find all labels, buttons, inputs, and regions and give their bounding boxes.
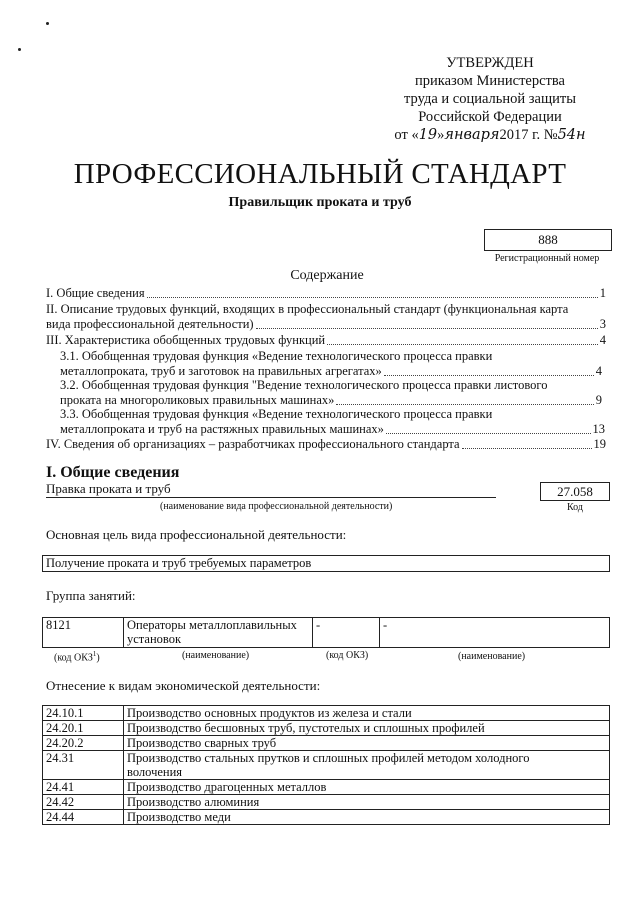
section-heading: I. Общие сведения xyxy=(46,464,180,481)
activity-underline xyxy=(46,497,496,498)
toc-entry-text: металлопроката и труб на растяжных правильных машинах» xyxy=(60,422,384,436)
date-month-handwritten: января xyxy=(444,127,500,143)
date-year: 2017 г. № xyxy=(499,127,558,143)
goal-label: Основная цель вида профессиональной деятельности: xyxy=(46,527,347,542)
okved-name: Производство сварных труб xyxy=(124,736,610,751)
okz-code-cell: - xyxy=(313,618,380,648)
toc-entry-page: 19 xyxy=(593,437,606,451)
table-row xyxy=(43,795,610,810)
toc-entry-text: металлопроката, труб и заготовок на правильных агрегатах» xyxy=(60,364,382,378)
registration-number-label: Регистрационный номер xyxy=(494,253,600,264)
activity-code-caption: Код xyxy=(567,502,583,513)
group-label: Группа занятий: xyxy=(46,588,136,603)
goal-table xyxy=(42,555,610,572)
toc-entry-text-line1: II. Описание трудовых функций, входящих в профессиональный стандарт (функциональная карта xyxy=(46,302,569,316)
scan-speck xyxy=(46,22,49,25)
approval-line: приказом Министерства xyxy=(415,73,565,89)
okved-code: 24.41 xyxy=(43,780,124,795)
toc-entry[interactable] xyxy=(46,317,606,332)
toc-leader xyxy=(386,432,591,434)
approval-line: Российской Федерации xyxy=(418,109,562,125)
activity-caption: (наименование вида профессиональной деятельности) xyxy=(160,501,393,512)
table-row xyxy=(43,736,610,751)
toc-entry[interactable] xyxy=(46,437,606,452)
footnote-mark[interactable]: 1 xyxy=(92,650,97,658)
document-title: ПРОФЕССИОНАЛЬНЫЙ СТАНДАРТ xyxy=(73,158,567,190)
okved-code: 24.20.1 xyxy=(43,721,124,736)
toc-entry[interactable] xyxy=(46,286,606,301)
toc-entry-page: 1 xyxy=(599,286,606,300)
toc-entry-text-line1: 3.1. Обобщенная трудовая функция «Ведение технологического процесса правки xyxy=(60,349,493,363)
okz-name-cell: - xyxy=(380,618,610,648)
okved-name: Производство драгоценных металлов xyxy=(124,780,610,795)
toc-entry-text: III. Характеристика обобщенных трудовых функций xyxy=(46,333,326,347)
okz-caption-close: ) xyxy=(96,652,100,664)
okved-code: 24.42 xyxy=(43,795,124,810)
okz-name-caption: (наименование) xyxy=(458,651,526,662)
date-prefix: от « xyxy=(394,127,419,143)
document-subtitle: Правильщик проката и труб xyxy=(228,195,412,210)
okz-code-cell: 8121 xyxy=(43,618,124,648)
okved-table xyxy=(42,705,610,825)
toc-entry-text: проката на многороликовых правильных машинах» xyxy=(60,393,335,407)
toc-entry[interactable] xyxy=(60,393,602,408)
toc-entry[interactable] xyxy=(46,333,606,348)
order-number-handwritten: 54н xyxy=(557,127,586,143)
date-day-handwritten: 19 xyxy=(418,127,438,143)
toc-entry-page: 9 xyxy=(595,393,602,407)
okved-code: 24.44 xyxy=(43,810,124,825)
table-row xyxy=(43,810,610,825)
okz-caption-text: (код ОКЗ xyxy=(54,652,93,664)
okved-code: 24.31 xyxy=(43,751,124,780)
okved-name: Производство алюминия xyxy=(124,795,610,810)
toc-entry-page: 4 xyxy=(595,364,602,378)
approval-line: УТВЕРЖДЕН xyxy=(446,55,534,71)
okved-code: 24.10.1 xyxy=(43,706,124,721)
table-row xyxy=(43,706,610,721)
approval-line: труда и социальной защиты xyxy=(404,91,576,107)
toc-entry[interactable] xyxy=(60,422,605,437)
toc-entry-page: 4 xyxy=(599,333,606,347)
scan-speck xyxy=(18,48,21,51)
okved-code: 24.20.2 xyxy=(43,736,124,751)
activity-code-box: 27.058 xyxy=(540,482,610,501)
toc-entry-text: вида профессиональной деятельности) xyxy=(46,317,254,331)
toc-leader xyxy=(327,343,598,345)
okved-label: Отнесение к видам экономической деятельности: xyxy=(46,678,321,693)
toc-entry-text-line1: 3.2. Обобщенная трудовая функция "Ведение технологического процесса правки листового xyxy=(60,378,548,392)
toc-leader xyxy=(256,327,598,329)
okz-name-caption: (наименование) xyxy=(182,650,250,661)
table-row xyxy=(43,780,610,795)
approval-block xyxy=(380,54,600,144)
okz-name-cell: Операторы металлоплавильных установок xyxy=(124,618,313,648)
table-row xyxy=(43,721,610,736)
toc-heading: Содержание xyxy=(290,268,364,283)
approval-date xyxy=(380,126,600,144)
okz-code-caption xyxy=(54,650,100,663)
registration-number-box: 888 xyxy=(484,229,612,251)
toc-leader xyxy=(462,447,592,449)
toc-entry[interactable] xyxy=(60,364,602,379)
activity-name: Правка проката и труб xyxy=(46,481,171,496)
toc-entry-page: 13 xyxy=(592,422,605,436)
okz-code-caption: (код ОКЗ) xyxy=(326,650,369,661)
toc-entry-page: 3 xyxy=(599,317,606,331)
table-row xyxy=(43,751,610,780)
occupation-group-table xyxy=(42,617,610,648)
toc-leader xyxy=(384,374,594,376)
toc-leader xyxy=(147,296,598,298)
goal-cell: Получение проката и труб требуемых параметров xyxy=(43,556,610,572)
okved-name: Производство основных продуктов из железа и стали xyxy=(124,706,610,721)
toc-entry-text: IV. Сведения об организациях – разработчиках профессионального стандарта xyxy=(46,437,460,451)
date-mid: » xyxy=(437,127,445,143)
toc-leader xyxy=(336,403,593,405)
okved-name: Производство бесшовных труб, пустотелых и сплошных профилей xyxy=(124,721,610,736)
okved-name: Производство стальных прутков и сплошных профилей методом холодного волочения xyxy=(124,751,610,780)
toc-entry-text-line1: 3.3. Обобщенная трудовая функция «Ведение технологического процесса правки xyxy=(60,407,493,421)
toc-entry-text: I. Общие сведения xyxy=(46,286,145,300)
okved-name: Производство меди xyxy=(124,810,610,825)
